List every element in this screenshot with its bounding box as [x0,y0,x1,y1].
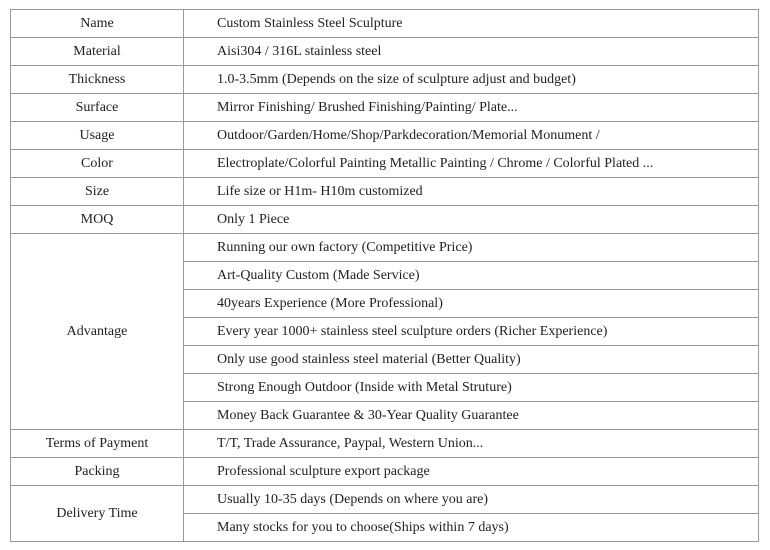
row-label-color: Color [11,150,184,178]
row-label-thickness: Thickness [11,66,184,94]
advantage-item: Strong Enough Outdoor (Inside with Metal Struture) [184,374,759,402]
row-label-packing: Packing [11,458,184,486]
table-row-surface [11,94,759,122]
row-value-surface: Mirror Finishing/ Brushed Finishing/Painting/ Plate... [184,94,759,122]
row-value-color: Electroplate/Colorful Painting Metallic Painting / Chrome / Colorful Plated ... [184,150,759,178]
table-row-packing [11,458,759,486]
row-value-usage: Outdoor/Garden/Home/Shop/Parkdecoration/Memorial Monument / [184,122,759,150]
table-row-advantage [11,234,759,262]
table-row-usage [11,122,759,150]
row-value-payment: T/T, Trade Assurance, Paypal, Western Union... [184,430,759,458]
product-spec-table [10,9,759,542]
row-label-advantage: Advantage [11,234,184,430]
advantage-item: Only use good stainless steel material (Better Quality) [184,346,759,374]
table-row-payment [11,430,759,458]
row-value-moq: Only 1 Piece [184,206,759,234]
row-value-thickness: 1.0-3.5mm (Depends on the size of sculpture adjust and budget) [184,66,759,94]
table-row-name [11,10,759,38]
table-row-delivery [11,486,759,514]
advantage-item: Money Back Guarantee & 30-Year Quality Guarantee [184,402,759,430]
table-row-moq [11,206,759,234]
row-value-packing: Professional sculpture export package [184,458,759,486]
row-value-size: Life size or H1m- H10m customized [184,178,759,206]
row-label-payment: Terms of Payment [11,430,184,458]
delivery-item: Many stocks for you to choose(Ships within 7 days) [184,514,759,542]
row-label-delivery: Delivery Time [11,486,184,542]
row-value-material: Aisi304 / 316L stainless steel [184,38,759,66]
table-row-size [11,178,759,206]
table-row-material [11,38,759,66]
advantage-item: 40years Experience (More Professional) [184,290,759,318]
delivery-item: Usually 10-35 days (Depends on where you are) [184,486,759,514]
row-label-moq: MOQ [11,206,184,234]
advantage-item: Every year 1000+ stainless steel sculpture orders (Richer Experience) [184,318,759,346]
advantage-item: Art-Quality Custom (Made Service) [184,262,759,290]
row-label-size: Size [11,178,184,206]
table-row-color [11,150,759,178]
advantage-item: Running our own factory (Competitive Price) [184,234,759,262]
row-label-usage: Usage [11,122,184,150]
row-label-surface: Surface [11,94,184,122]
row-label-name: Name [11,10,184,38]
row-value-name: Custom Stainless Steel Sculpture [184,10,759,38]
table-row-thickness [11,66,759,94]
row-label-material: Material [11,38,184,66]
